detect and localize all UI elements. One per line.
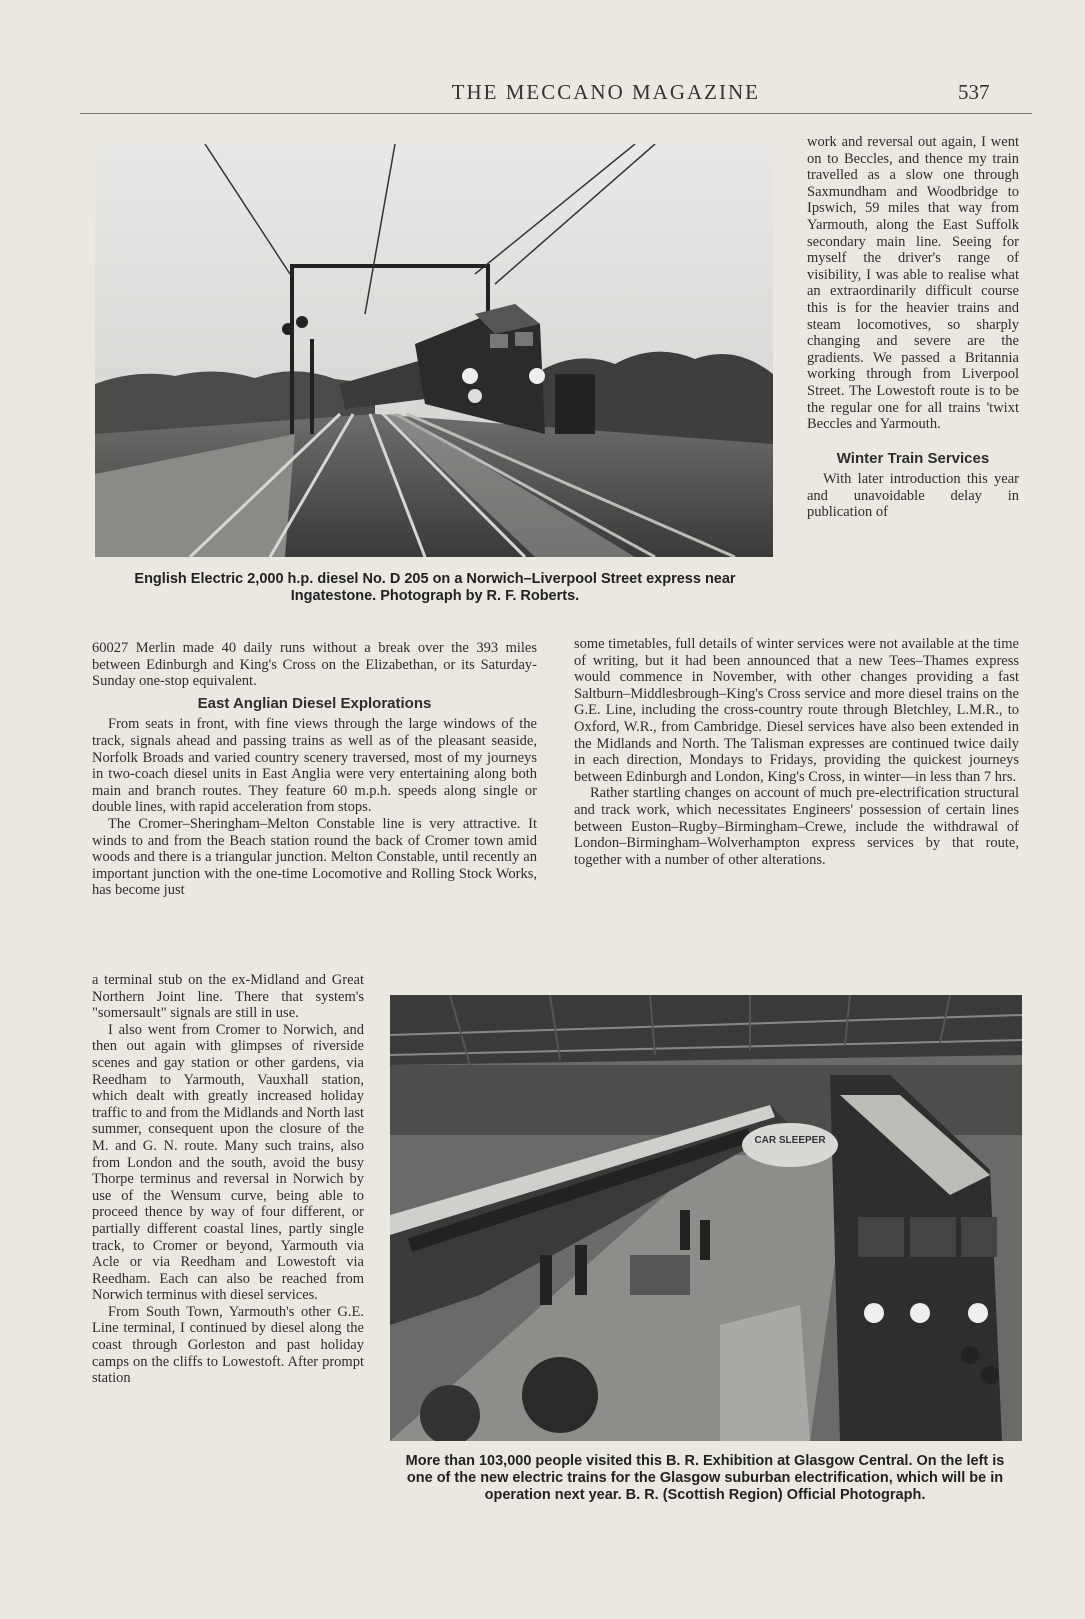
paragraph: some timetables, full details of winter services were not available at the time of writing, but it had been announced that a new Tees–Thames express would commence in November, with other changes providing a fast Saltburn–Middlesbrough–King's Cross service and more diesel trains on the G.E. Line, including the cross-country route through Bletchley, L.M.R., to Oxford, W.R., from Cambridge. Diesel services have also been extended in the Midlands and North. The Talisman expresses are continued twice daily in each direction, Mondays to Fridays, providing the quickest journeys between Edinburgh and London, King's Cross, in winter—in less than 7 hrs. [574,636,1019,785]
magazine-title: THE MECCANO MAGAZINE [451,80,760,104]
photo-glasgow-exhibition [390,995,1022,1441]
photo1-caption: English Electric 2,000 h.p. diesel No. D 205 on a Norwich–Liverpool Street express near Ingatestone. Photograph by R. F. Roberts. [134,571,736,604]
winter-services-text [574,636,1019,868]
paragraph: a terminal stub on the ex-Midland and Great Northern Joint line. There that system's "somersault" signals are still in use. [92,972,364,1022]
winter-heading: Winter Train Services [836,449,990,467]
page-number: 537 [958,80,990,104]
paragraph: With later introduction this year and unavoidable delay in publication of [807,471,1019,521]
right-column-top [807,134,1019,521]
paragraph: work and reversal out again, I went on to Beccles, and thence my train travelled as a slow one through Saxmundham and Woodbridge to Ipswich, 59 miles that way from Yarmouth, along the East Suffolk secondary main line. Seeing for myself the driver's range of visibility, I was able to realise what an extraordinarily difficult course this is for the heavier trains and steam locomotives, so sharply changing and severe are the gradients. We passed a Britannia working through from Liverpool Street. The Lowestoft route is to be the regular one for all trains 'twixt Beccles and Yarmouth. [807,134,1019,433]
paragraph: I also went from Cromer to Norwich, and then out again with glimpses of riverside scenes and gay station or other gardens, via Reedham to Yarmouth, Vauxhall station, which dealt with greatly increased holiday traffic to and from the Midlands and North last summer, consequent upon the closure of the M. and G. N. route. Many such trains, also from London and the south, avoid the busy Thorpe terminus and reversal in Norwich by use of the Wensum curve, being able to proceed thence by way of four different, or partially different coastal lines, partly single track, to Cromer or beyond, Yarmouth via Acle or via Reedham and Lowestoft via Reedham. Each can also be reached from Norwich terminus with diesel services. [92,1021,364,1304]
left-column-text [92,640,537,899]
east-anglian-heading: East Anglian Diesel Explorations [197,694,432,712]
paragraph: 60027 Merlin made 40 daily runs without a break over the 393 miles between Edinburgh and King's Cross on the Elizabethan, or its Saturday-Sunday one-stop equivalent. [92,640,537,690]
paragraph: The Cromer–Sheringham–Melton Constable line is very attractive. It winds to and from the Beach station round the back of Cromer town amid woods and there is a triangular junction. Melton Constable, until recently an important junction with the one-time Locomotive and Rolling Stock Works, has become just [92,815,537,899]
paragraph: From seats in front, with fine views through the large windows of the track, signals ahead and passing trains as well as of the pleasant seaside, Norfolk Broads and varied country scenery traversed, most of my journeys in two-coach diesel units in East Anglia were very entertaining along both main and branch routes. They feature 60 m.p.h. speeds along single or double lines, with rapid acceleration from stops. [92,716,537,816]
photo2-caption: More than 103,000 people visited this B. R. Exhibition at Glasgow Central. On the left is one of the new electric trains for the Glasgow suburban electrification, which will be in operation next year. B. R. (Scottish Region) Official Photograph. [405,1453,1005,1503]
paragraph: From South Town, Yarmouth's other G.E. Line terminal, I continued by diesel along the coast through Gorleston and past holiday camps on the cliffs to Lowestoft. After prompt station [92,1303,364,1387]
photo-diesel-locomotive [95,144,773,557]
left-narrow-column [92,972,364,1387]
exhibit-sign-text: CAR SLEEPER [754,1135,826,1146]
header-rule [80,113,1032,114]
paragraph: Rather startling changes on account of much pre-electrification structural and track work, which necessitates Engineers' possession of certain lines between Euston–Rugby–Birmingham–Crewe, include the withdrawal of London–Birmingham–Wolverhampton express services by that route, together with a number of other alterations. [574,785,1019,868]
